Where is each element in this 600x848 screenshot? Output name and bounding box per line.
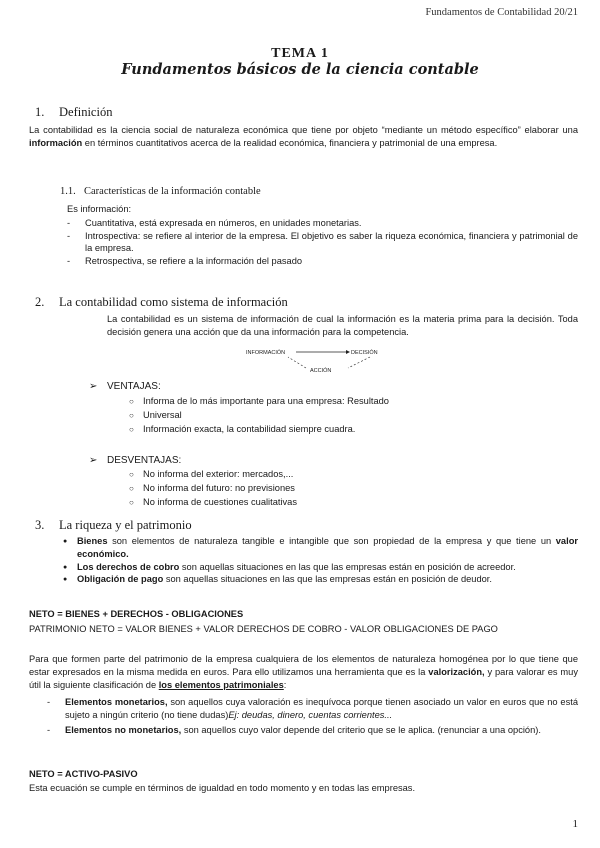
list-item: ○ No informa del futuro: no previsiones [129,482,569,495]
running-header: Fundamentos de Contabilidad 20/21 [425,7,578,18]
list-item: ○ Informa de lo más importante para una empresa: Resultado [129,395,569,408]
section-3-heading: 3. La riqueza y el patrimonio [35,518,192,532]
element-type-list [47,696,578,736]
diagram-arrow [348,357,370,368]
list-item: - Retrospectiva, se refiere a la información del pasado [67,255,578,268]
bullet-bienes: ● Bienes son elementos de naturaleza tangible e intangible que son propiedad de la empresa y que tiene un valor económico. [63,535,578,561]
list-item: ○ No informa del exterior: mercados,... [129,468,569,481]
equation-neto: NETO = BIENES + DERECHOS - OBLIGACIONES [29,609,244,619]
equation-note: Esta ecuación se cumple en términos de igualdad en todo momento y en todas las empresas. [29,783,416,793]
diagram-label-information: INFORMACIÓN [246,350,286,356]
topic-number: TEMA 1 [271,46,329,61]
list-item: ○ Universal [129,409,569,422]
desventajas-list [129,468,569,508]
list-item: - Introspectiva: se refiere al interior de la empresa. El objetivo es saber la riqueza económica, financiera y patrimonial de la empresa. [67,230,578,256]
section-1-1-body [67,203,578,268]
list-item-no-monetarios: - Elementos no monetarios, son aquellos cuyo valor depende del criterio que se le aplica. (renunciar a una opción). [47,724,578,737]
section-2-paragraph: La contabilidad es un sistema de información de cual la información es la materia prima para la decisión. Toda decisión genera una acción que da una información para la competencia. [107,314,578,337]
section-3-bullets [63,535,578,586]
list-item-monetarios: - Elementos monetarios, son aquellos cuya valoración es inequívoca porque tienen asociado un valor en euros que no está sujeto a ningún criterio (no tiene dudas)Ej: deudas, dinero, cuentas corrientes... [47,696,578,722]
equation-activo-pasivo: NETO = ACTIVO-PASIVO [29,769,138,779]
list-item: ○ Información exacta, la contabilidad siempre cuadra. [129,423,569,436]
list-item: ○ No informa de cuestiones cualitativas [129,496,569,509]
list-item: - Cuantitativa, está expresada en números, en unidades monetarias. [67,217,578,230]
valorization-paragraph: Para que formen parte del patrimonio de la empresa cualquiera de los elementos de naturaleza homogénea por lo que tiene que estar expresados en la misma medida en euros. Para ello utilizamos una herramienta que es la valorización, y para valorar es muy útil la siguiente clasificación de los elementos patrimoniales: [29,654,578,690]
diagram-label-decision: DECISIÓN [351,350,378,356]
section-1-heading: 1. Definición [35,105,113,119]
page-number: 1 [572,817,578,830]
equation-patrimonio-neto: PATRIMONIO NETO = VALOR BIENES + VALOR DERECHOS DE COBRO - VALOR OBLIGACIONES DE PAGO [29,624,498,634]
section-1-1-heading: 1.1. Características de la información contable [60,186,261,197]
bullet-derechos: ● Los derechos de cobro son aquellas situaciones en las que las empresas están en posición de acreedor. [63,561,578,574]
info-cycle-diagram [240,344,390,376]
diagram-arrowhead [346,350,350,354]
desventajas-heading: ➢ DESVENTAJAS: [89,455,182,466]
section-2-heading: 2. La contabilidad como sistema de información [35,295,288,309]
diagram-arrow [288,357,306,368]
ventajas-list [129,395,569,435]
bullet-obligaciones: ● Obligación de pago son aquellas situaciones en las que las empresas están en posición de deudor. [63,573,578,586]
intro-text: Es información: [67,204,132,214]
ventajas-heading: ➢ VENTAJAS: [89,381,161,392]
section-1-paragraph: La contabilidad es la ciencia social de naturaleza económica que tiene por objeto “mediante un método específico” elaborar una información en términos cuantitativos acerca de la realidad económica, financiera y patrimonial de una empresa. [29,125,578,148]
diagram-label-action: ACCIÓN [310,368,332,374]
topic-title: Fundamentos básicos de la ciencia contable [121,61,479,78]
